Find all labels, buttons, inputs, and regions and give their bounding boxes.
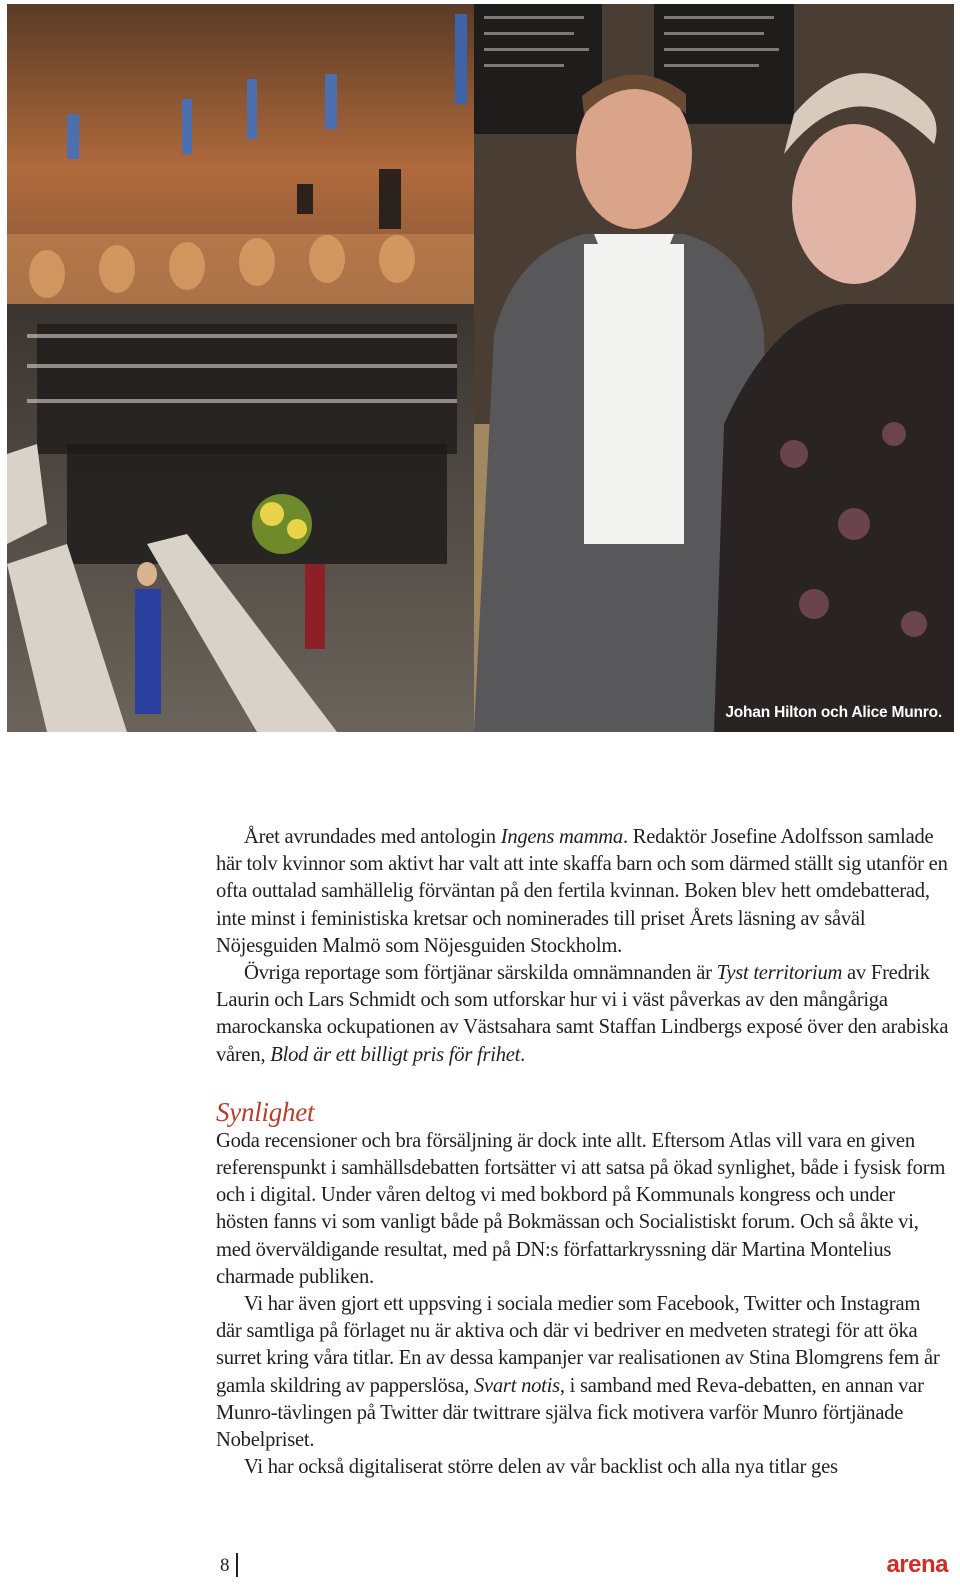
text-run: , i samband med Reva-debatten, en annan var Munro-tävlingen på Twitter där twittrare själva fick motivera varför Munro förtjänade Nobelpriset.: [216, 1374, 924, 1452]
banquet-hall-illustration: [7, 4, 474, 732]
book-title: Svart notis: [473, 1374, 560, 1397]
page-number: 8: [220, 1555, 230, 1576]
article-body: [216, 824, 950, 1481]
section-heading: Synlighet: [216, 1096, 315, 1127]
text-run: . Redaktör Josefine Adolfsson samlade här tolv kvinnor som aktivt har valt att inte skaffa barn och som därmed ställt sig utanför en ofta outtalad samhällelig förväntan på den fertila kvinnan. Boken blev hett omdebatterad, inte minst i feministiska kretsar och nominerades till priset Årets läsning av såväl Nöjesguiden Malmö som Nöjesguiden Stockholm.: [216, 826, 948, 957]
paragraph-visibility: Goda recensioner och bra försäljning är dock inte allt. Eftersom Atlas vill vara en given referenspunkt i samhällsdebatten fortsätter vi att satsa på ökad synlighet, både i fysisk form och i digital. Under våren deltog vi med bokbord på Kommunals kongress och under hösten fanns vi som vanligt både på Bokmässan och Socialistiskt forum. Och så åkte vi, med överväldigande resultat, med på DN:s författarkryssning där Martina Montelius charmade publiken.: [216, 1129, 946, 1288]
text-run: Övriga reportage som förtjänar särskilda omnämnanden är: [244, 962, 717, 985]
paragraph-anthology: [216, 824, 950, 960]
page-number-divider: [236, 1553, 238, 1577]
portrait-illustration: [474, 4, 954, 732]
book-title: Tyst territorium: [716, 962, 843, 985]
paragraph-digital: Vi har också digitaliserat större delen av vår backlist och alla nya titlar ges: [244, 1456, 838, 1479]
brand-logo: arena: [886, 1551, 948, 1578]
book-title: Ingens mamma: [500, 826, 623, 848]
book-title: Blod är ett billigt pris för frihet: [270, 1043, 521, 1066]
paragraph-social-media: [216, 1291, 950, 1454]
text-run: Året avrundades med antologin: [244, 826, 501, 848]
portrait-photo: [474, 4, 954, 732]
text-run: .: [520, 1043, 526, 1066]
section-spacer: [216, 1069, 950, 1096]
photo-caption: Johan Hilton och Alice Munro.: [725, 704, 942, 721]
text-run: av Fredrik Laurin och Lars Schmidt och som utforskar hur vi i väst påverkas av den mångåriga marockanska ockupationen av Västsahara samt Staffan Lindbergs exposé över den arabiska våren,: [216, 962, 949, 1066]
text-run: Vi har även gjort ett uppsving i sociala medier som Facebook, Twitter och Instagram där samtliga på förlaget nu är aktiva och där vi bedriver en medveten strategi för att öka surret kring våra titlar. En av dessa kampanjer var realisationen av Stina Blomgrens fem år gamla skildring av papperslösa,: [216, 1293, 940, 1397]
banquet-hall-photo: [7, 4, 474, 732]
paragraph-reportage: [216, 960, 950, 1069]
